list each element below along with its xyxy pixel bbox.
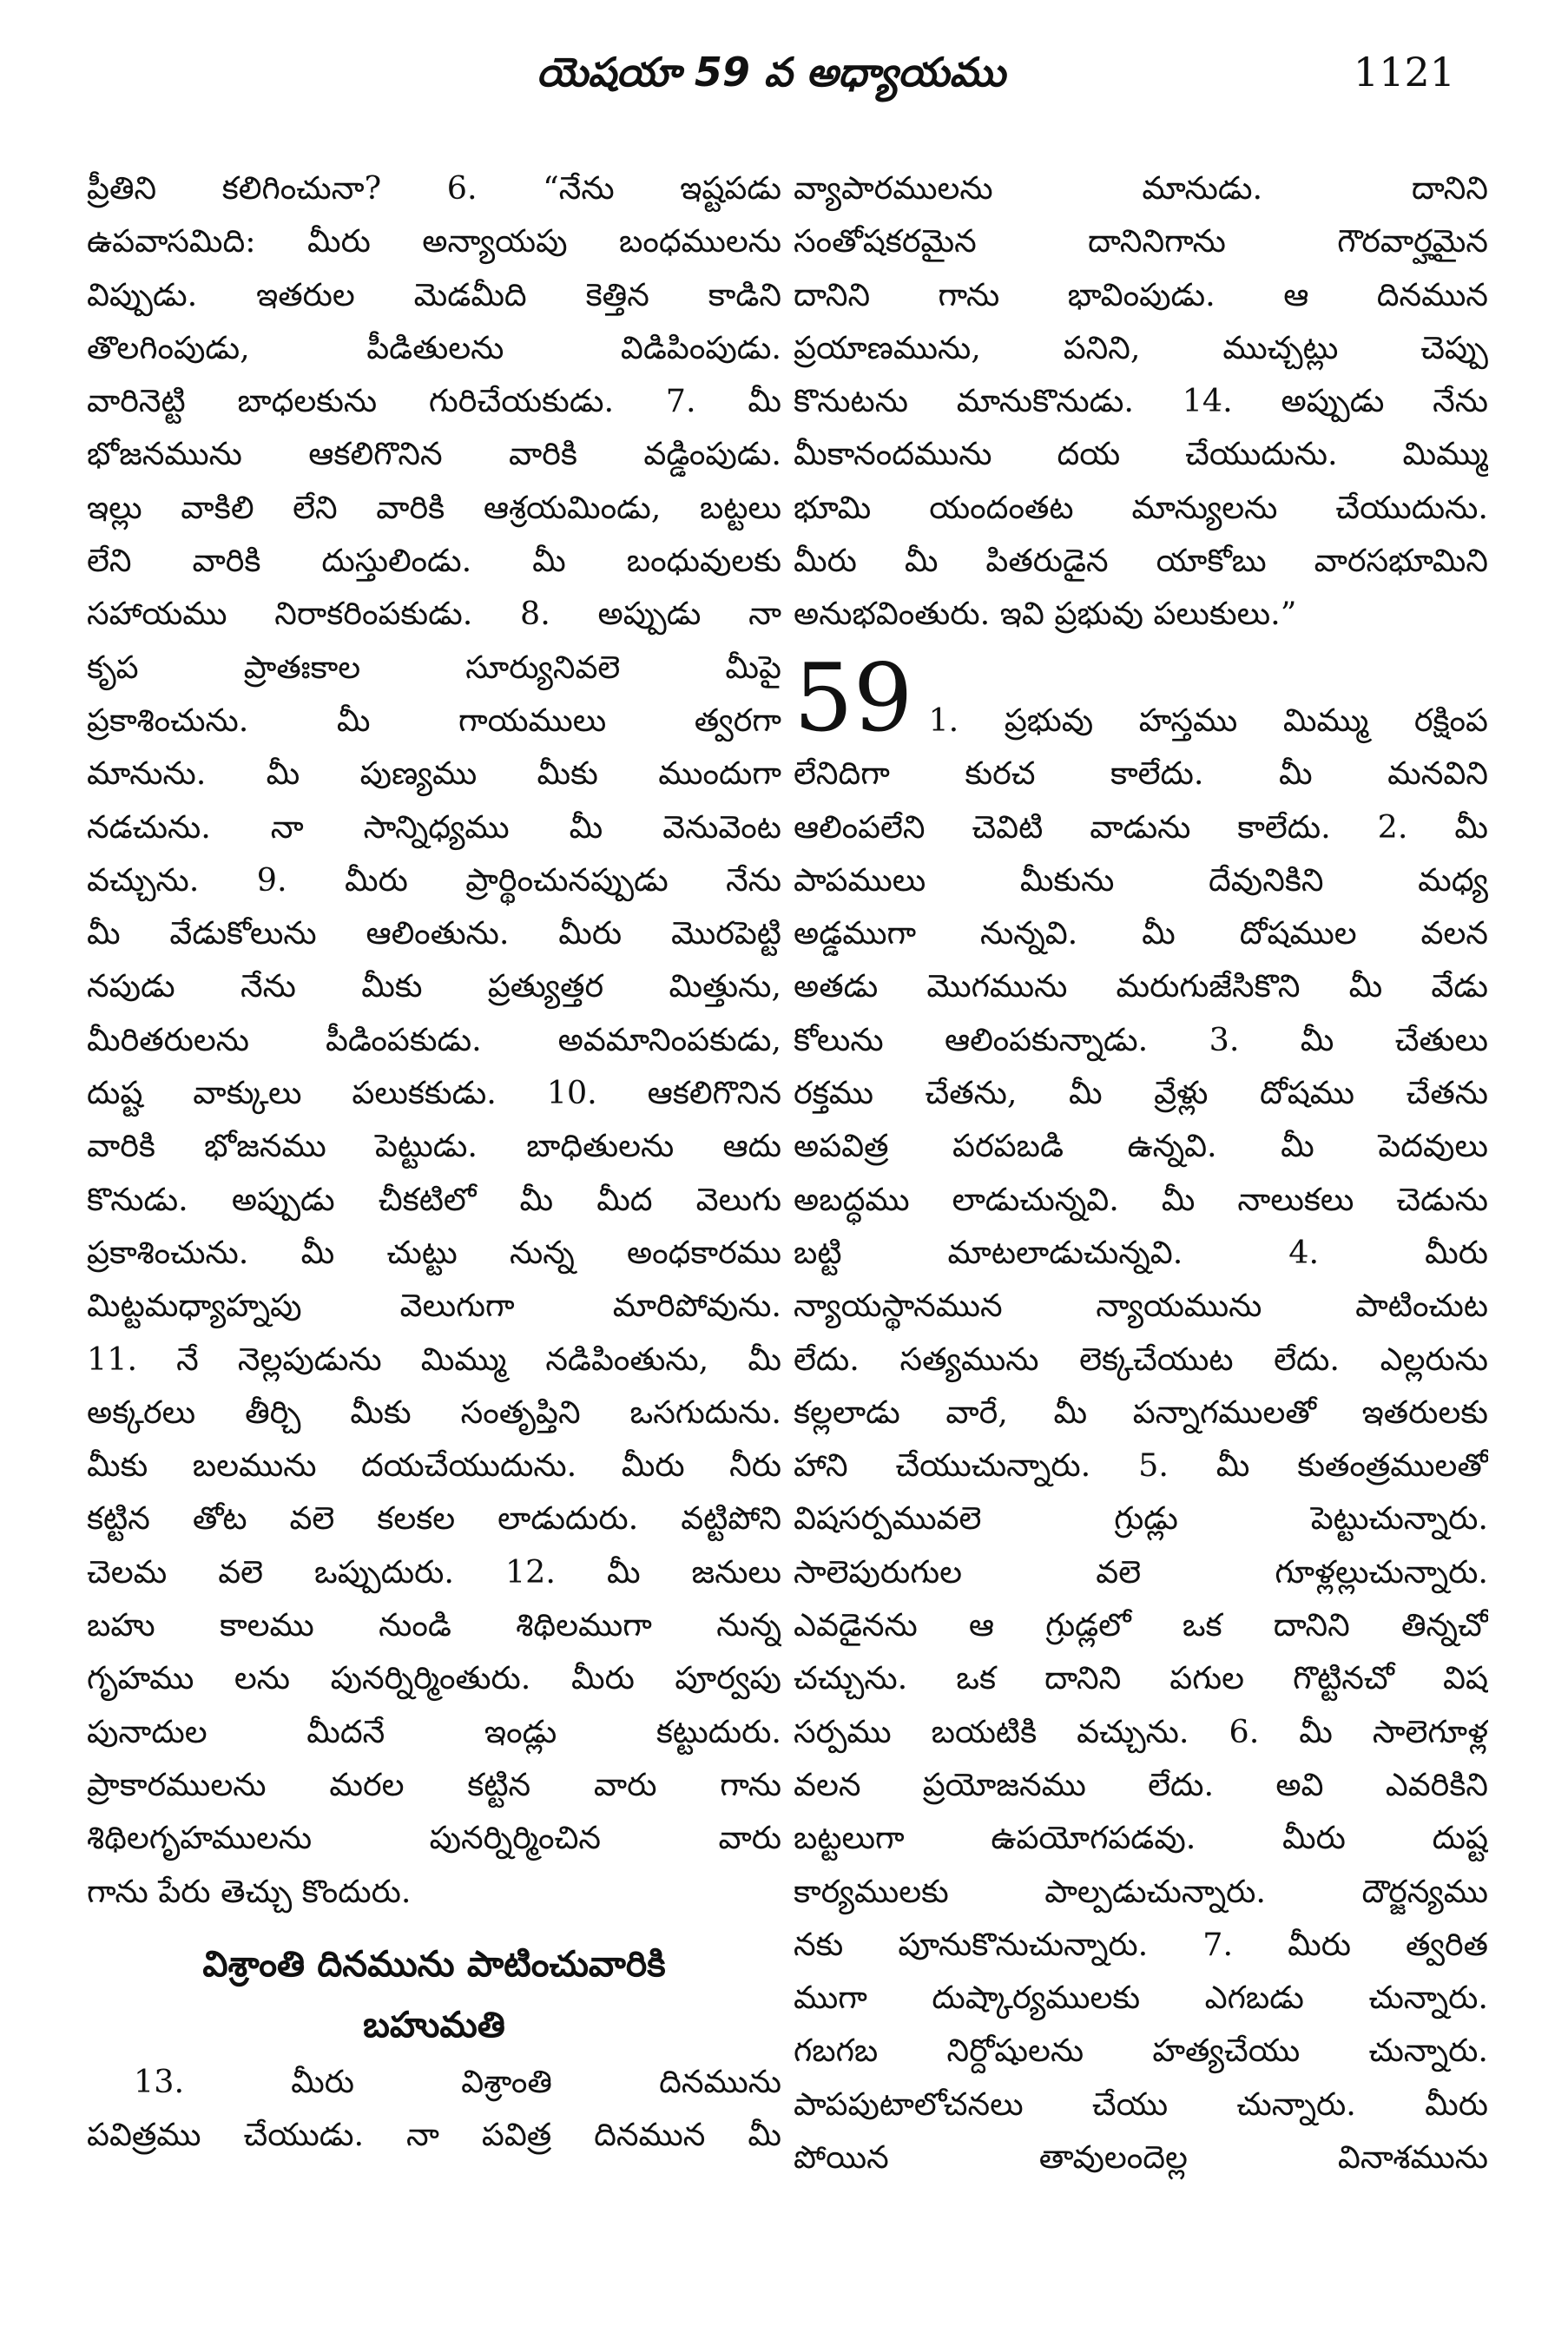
text-line: అతడు మొగమును మరుగుజేసికొని మీ వేడు xyxy=(794,967,1488,1005)
text-line: 11. నే నెల్లపుడును మిమ్ము నడిపింతును, మీ xyxy=(87,1340,781,1378)
text-line: సాలెపురుగుల వలె గూళ్లల్లుచున్నారు. xyxy=(794,1552,1488,1591)
chapter-number: 59 xyxy=(794,644,913,754)
text-line: బట్టలుగా ఉపయోగపడవు. మీరు దుష్ట xyxy=(794,1819,1488,1857)
text-line: అపవిత్ర పరపబడి ఉన్నవి. మీ పెదవులు xyxy=(794,1127,1488,1165)
text-line: అబద్ధము లాడుచున్నవి. మీ నాలుకలు చెడును xyxy=(794,1180,1488,1218)
left-column xyxy=(87,161,781,2161)
text-line: లేదు. సత్యమును లెక్కచేయుట లేదు. ఎల్లరును xyxy=(794,1340,1488,1378)
text-line: వ్యాపారములను మానుడు. దానిని xyxy=(794,169,1488,207)
text-line: కొనుడు. అప్పుడు చీకటిలో మీ మీద వెలుగు xyxy=(87,1180,781,1218)
text-line: విప్పుడు. ఇతరుల మెడమీది కెత్తిన కాడిని xyxy=(87,275,781,313)
text-line: పోయిన తావులందెల్ల వినాశమును xyxy=(794,2138,1488,2176)
right-column xyxy=(794,161,1488,2184)
text-line: 1. ప్రభువు హస్తము మిమ్ము రక్షింప xyxy=(928,701,1488,739)
text-line: దుష్ట వాక్కులు పలుకకుడు. 10. ఆకలిగొనిన xyxy=(87,1074,781,1112)
text-line: సహాయము నిరాకరింపకుడు. 8. అప్పుడు నా xyxy=(87,595,781,633)
left-column-body xyxy=(87,161,781,1918)
text-line: 13. మీరు విశ్రాంతి దినమును xyxy=(134,2062,781,2100)
text-line: ఉపవాసమిది: మీరు అన్యాయపు బంధములను xyxy=(87,222,781,260)
running-title: యెషయా 59 వ అధ్యాయము xyxy=(536,49,1006,96)
text-line: అనుభవింతురు. ఇవి ప్రభువు పలుకులు.” xyxy=(794,595,1297,633)
text-line: పాపములు మీకును దేవునికిని మధ్య xyxy=(794,860,1488,899)
text-line: దానిని గాను భావింపుడు. ఆ దినమున xyxy=(794,275,1488,313)
text-line: కార్యములకు పాల్పడుచున్నారు. దౌర్జన్యము xyxy=(794,1872,1488,1910)
text-line: కట్టిన తోట వలె కలకల లాడుదురు. వట్టిపోని xyxy=(87,1499,781,1538)
section-heading: విశ్రాంతి దినమును పాటించువారికి xyxy=(202,1942,666,1985)
text-line: మిట్టమధ్యాహ్నపు వెలుగుగా మారిపోవును. xyxy=(87,1287,781,1325)
text-line: కొనుటను మానుకొనుడు. 14. అప్పుడు నేను xyxy=(794,382,1488,420)
text-line: లేని వారికి దుస్తులిండు. మీ బంధువులకు xyxy=(87,542,781,580)
section-heading-continued: బహుమతి xyxy=(363,2003,505,2046)
text-line: వారినెట్టి బాధలకును గురిచేయకుడు. 7. మీ xyxy=(87,382,781,420)
text-line: ఆలింపలేని చెవిటి వాడును కాలేదు. 2. మీ xyxy=(794,807,1488,846)
text-line: వారికి భోజనము పెట్టుడు. బాధితులను ఆదు xyxy=(87,1127,781,1165)
text-line: చెలమ వలె ఒప్పుదురు. 12. మీ జనులు xyxy=(87,1552,781,1591)
chapter-start xyxy=(794,641,1488,754)
text-line: మీకానందమును దయ చేయుదును. మిమ్ము xyxy=(794,435,1488,473)
text-line: మీ వేడుకోలును ఆలింతును. మీరు మొరపెట్టి xyxy=(87,914,781,952)
text-line: మానును. మీ పుణ్యము మీకు ముందుగా xyxy=(87,754,781,793)
text-line: బహు కాలము నుండి శిథిలముగా నున్న xyxy=(87,1606,781,1644)
text-line: హాని చేయుచున్నారు. 5. మీ కుతంత్రములతో xyxy=(794,1446,1488,1485)
text-line: మీరు మీ పితరుడైన యాకోబు వారసభూమిని xyxy=(794,542,1488,580)
text-line: కల్లలాడు వారే, మీ పన్నాగములతో ఇతరులకు xyxy=(794,1393,1488,1431)
text-line: నపుడు నేను మీకు ప్రత్యుత్తర మిత్తును, xyxy=(87,967,781,1005)
text-line: బట్టి మాటలాడుచున్నవి. 4. మీరు xyxy=(794,1233,1488,1271)
text-line: ఎవడైనను ఆ గ్రుడ్లలో ఒక దానిని తిన్నచో xyxy=(794,1606,1488,1644)
text-line: ప్రయాణమును, పనిని, ముచ్చట్లు చెప్పు xyxy=(794,328,1488,366)
text-line: వచ్చును. 9. మీరు ప్రార్థించునప్పుడు నేను xyxy=(87,860,781,899)
text-line: కోలును ఆలింపకున్నాడు. 3. మీ చేతులు xyxy=(794,1020,1488,1058)
text-line: గృహము లను పునర్నిర్మింతురు. మీరు పూర్వపు xyxy=(87,1659,781,1697)
text-line: ఇల్లు వాకిలి లేని వారికి ఆశ్రయమిండు, బట్టలు xyxy=(87,488,781,526)
page-number: 1121 xyxy=(1353,49,1455,96)
text-line: అక్కరలు తీర్చి మీకు సంతృప్తిని ఒసగుదును. xyxy=(87,1393,781,1431)
text-line: పునాదుల మీదనే ఇండ్లు కట్టుదురు. xyxy=(87,1712,781,1750)
text-line: తొలగింపుడు, పీడితులను విడిపింపుడు. xyxy=(87,328,781,366)
text-line: వలన ప్రయోజనము లేదు. అవి ఎవరికిని xyxy=(794,1765,1488,1803)
text-line: గబగబ నిర్దోషులను హత్యచేయు చున్నారు. xyxy=(794,2032,1488,2070)
text-line: అడ్డముగా నున్నవి. మీ దోషముల వలన xyxy=(794,914,1488,952)
page-header xyxy=(87,45,1455,109)
text-line: ముగా దుష్కార్యములకు ఎగబడు చున్నారు. xyxy=(794,1979,1488,2017)
text-line: నకు పూనుకొనుచున్నారు. 7. మీరు త్వరిత xyxy=(794,1925,1488,1963)
text-line: ప్రాకారములను మరల కట్టిన వారు గాను xyxy=(87,1765,781,1803)
text-line: రక్తము చేతను, మీ వ్రేళ్లు దోషము చేతను xyxy=(794,1074,1488,1112)
text-line: కృప ప్రాతఃకాల సూర్యునివలె మీపై xyxy=(87,648,781,686)
text-line: పవిత్రము చేయుడు. నా పవిత్ర దినమున మీ xyxy=(87,2116,781,2154)
text-line: గాను పేరు తెచ్చు కొందురు. xyxy=(87,1872,412,1910)
text-line: సంతోషకరమైన దానినిగాను గౌరవార్హమైన xyxy=(794,222,1488,260)
text-line: భోజనమును ఆకలిగొనిన వారికి వడ్డింపుడు. xyxy=(87,435,781,473)
left-column-after-heading xyxy=(87,2055,781,2162)
text-line: మీరితరులను పీడింపకుడు. అవమానింపకుడు, xyxy=(87,1020,781,1058)
text-line: చచ్చును. ఒక దానిని పగుల గొట్టినచో విష xyxy=(794,1659,1488,1697)
text-line: శిథిలగృహములను పునర్నిర్మించిన వారు xyxy=(87,1819,781,1857)
text-line: సర్పము బయటికి వచ్చును. 6. మీ సాలెగూళ్ల xyxy=(794,1712,1488,1750)
text-line: మీకు బలమును దయచేయుదును. మీరు నీరు xyxy=(87,1446,781,1485)
right-column-top-text xyxy=(794,161,1488,641)
text-line: ప్రీతిని కలిగించునా? 6. “నేను ఇష్టపడు xyxy=(87,169,781,207)
text-line: ప్రకాశించును. మీ చుట్టు నున్న అంధకారము xyxy=(87,1233,781,1271)
text-line: పాపపుటాలోచనలు చేయు చున్నారు. మీరు xyxy=(794,2085,1488,2123)
text-line: న్యాయస్థానమున న్యాయమును పాటించుట xyxy=(794,1287,1488,1325)
text-line: విషసర్పమువలె గ్రుడ్లు పెట్టుచున్నారు. xyxy=(794,1499,1488,1538)
text-line: భూమి యందంతట మాన్యులను చేయుదును. xyxy=(794,488,1488,526)
text-line: లేనిదిగా కురచ కాలేదు. మీ మనవిని xyxy=(794,754,1488,793)
right-column-chapter-text xyxy=(794,747,1488,2184)
text-line: ప్రకాశించును. మీ గాయములు త్వరగా xyxy=(87,701,781,739)
text-line: నడచును. నా సాన్నిధ్యము మీ వెనువెంట xyxy=(87,807,781,846)
